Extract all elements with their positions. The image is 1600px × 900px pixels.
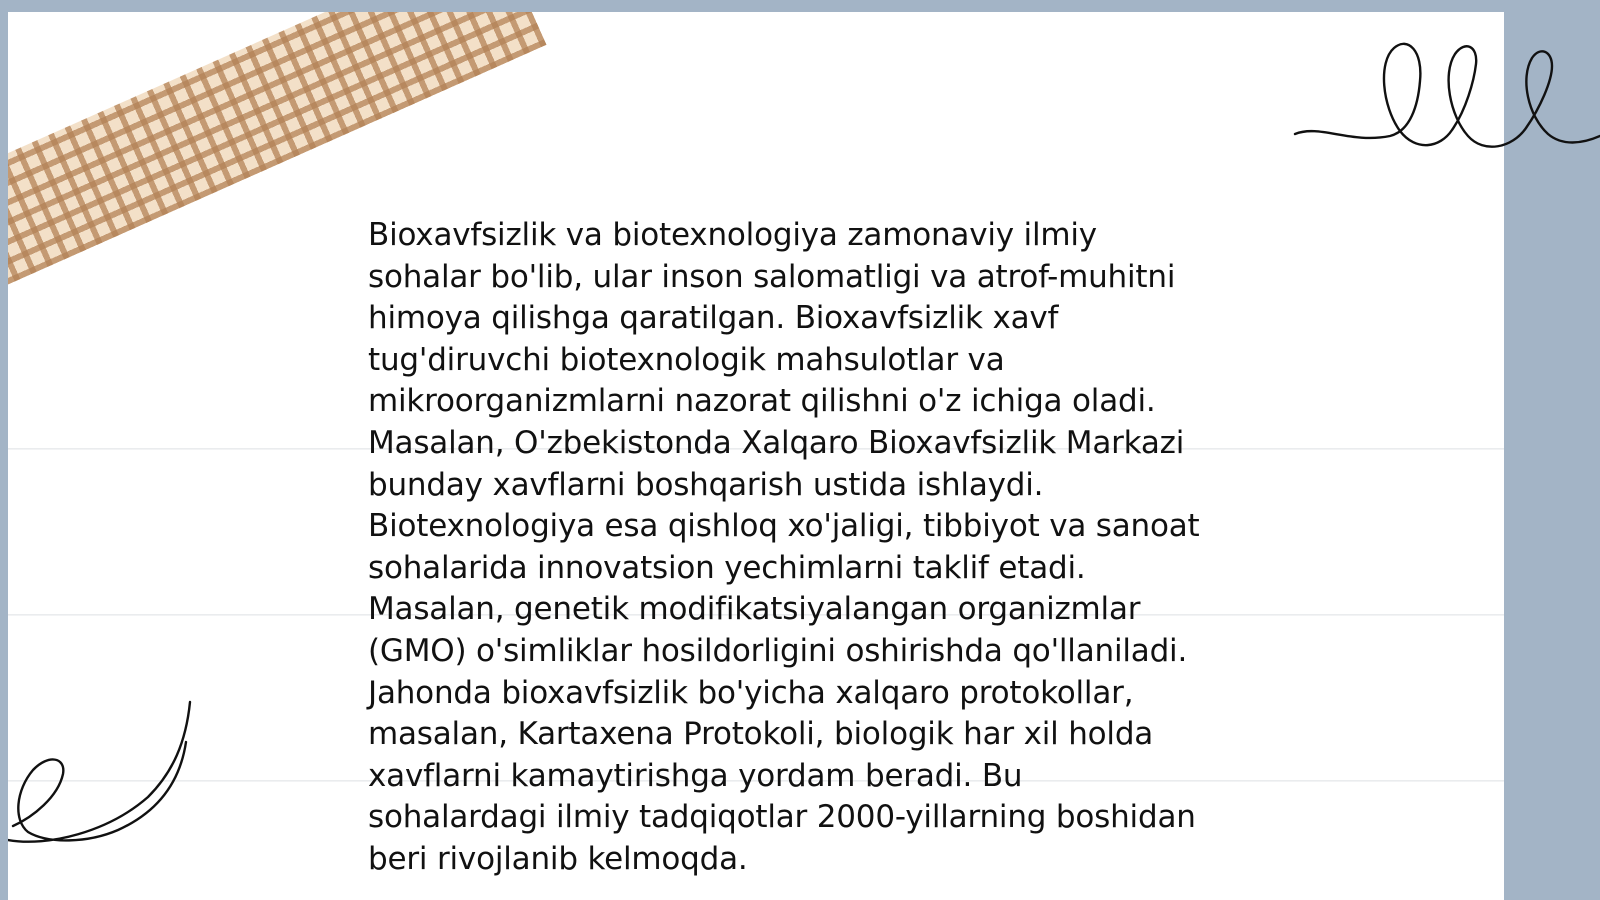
swirl-scribble-icon	[8, 702, 208, 862]
paper-sheet	[8, 12, 1504, 900]
body-text: Bioxavfsizlik va biotexnologiya zamonaviy ilmiy sohalar bo'lib, ular inson salomatligi va atrof-muhitni himoya qilishga qaratilgan. Bioxavfsizlik xavf tug'diruvchi biotexnologik mahsulotlar va mikroorganizmlarni nazorat qilishni o'z ichiga oladi. Masalan, O'zbekistonda Xalqaro Bioxavfsizlik Markazi bunday xavflarni boshqarish ustida ishlaydi. Biotexnologiya esa qishloq xo'jaligi, tibbiyot va sanoat sohalarida innovatsion yechimlarni taklif etadi. Masalan, genetik modifikatsiyalangan organizmlar (GMO) o'simliklar hosildorligini oshirishda qo'llaniladi. Jahonda bioxavfsizlik bo'yicha xalqaro protokollar, masalan, Kartaxena Protokoli, biologik har xil holda xavflarni kamaytirishga yordam beradi. Bu sohalardagi ilmiy tadqiqotlar 2000-yillarning boshidan beri rivojlanib kelmoqda.	[368, 217, 1200, 877]
loop-scribble-icon	[1290, 36, 1600, 166]
